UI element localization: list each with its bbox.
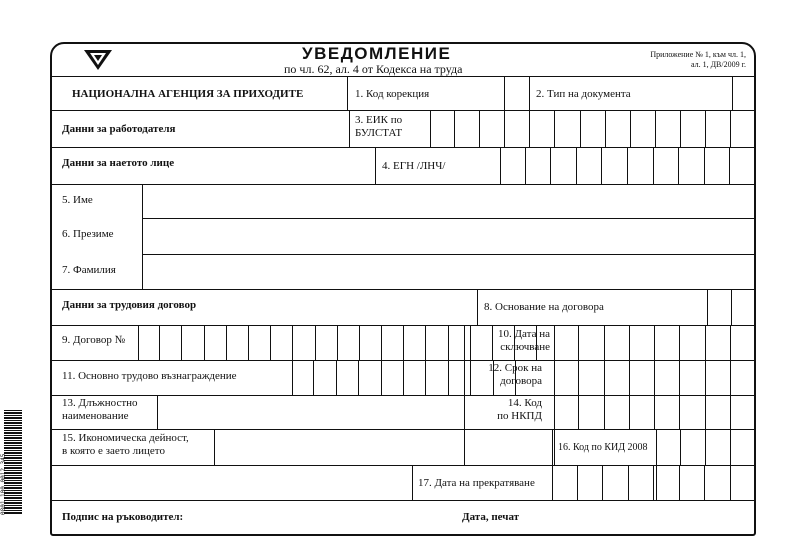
nkpd-input[interactable] [554,396,756,429]
conclusion-date-label-line-2: сключване [500,341,550,353]
eik-label-line-2: БУЛСТАТ [355,127,403,139]
annex-line-2: ал. 1, ДВ/2009 г. [690,60,746,69]
employee-data-label: Данни за наетото лице [62,157,175,169]
termination-date-input[interactable] [552,466,756,500]
annex-note [606,50,746,70]
nkpd-label-line-1: 14. Код [507,397,542,409]
egn-label: 4. ЕГН /ЛНЧ/ [382,160,446,172]
correction-code-label: 1. Код корекция [355,88,430,100]
contract-data-label: Данни за трудовия договор [62,299,197,311]
contract-term-label [470,362,542,388]
economic-activity-label-line-2: в която е заето лицето [62,445,165,457]
termination-date-label: 17. Дата на прекратяване [418,477,535,489]
document-type-input[interactable] [732,77,756,110]
economic-activity-label-line-1: 15. Икономическа дейност, [62,432,189,444]
position-label-line-1: 13. Длъжностно [62,397,138,409]
agency-name: НАЦИОНАЛНА АГЕНЦИЯ ЗА ПРИХОДИТЕ [72,88,304,100]
name-input[interactable] [143,185,756,218]
middle-name-input[interactable] [143,219,756,254]
kid-code-label: 16. Код по КИД 2008 [558,442,648,453]
eik-label-line-1: 3. ЕИК по [355,114,403,126]
form-title: УВЕДОМЛЕНИЕ [302,44,452,63]
employer-data-label: Данни за работодателя [62,123,176,135]
conclusion-date-label [470,328,550,354]
position-label-line-2: наименование [62,410,129,422]
notification-form [50,42,756,536]
form-subtitle: по чл. 62, ал. 4 от Кодекса на труда [284,62,463,76]
family-name-input[interactable] [143,255,756,289]
correction-code-input[interactable] [504,77,530,110]
triangle-logo-icon [84,48,112,72]
salary-label: 11. Основно трудово възнаграждение [62,370,237,382]
middle-name-label: 6. Презиме [62,228,114,240]
contract-term-label-line-2: договора [500,375,542,387]
document-type-label: 2. Тип на документа [536,88,631,100]
eik-input[interactable] [430,111,756,147]
contract-number-label: 9. Договор № [62,334,126,346]
economic-activity-label [62,432,189,458]
position-label [62,397,138,423]
contract-term-input[interactable] [554,361,756,395]
contract-basis-label: 8. Основание на договора [484,301,604,313]
conclusion-date-label-line-1: 10. Дата на [498,328,550,340]
kid-code-input[interactable] [656,430,756,465]
contract-term-label-line-1: 12. Срок на [488,362,542,374]
position-input[interactable] [158,396,464,429]
nkpd-label [470,397,542,423]
annex-line-1: Приложение № 1, към чл. 1, [650,50,746,59]
conclusion-date-input[interactable] [554,326,756,360]
eik-label [355,114,402,140]
barcode-number: 0801 100 0012 345 [0,453,7,515]
name-label: 5. Име [62,194,93,206]
manager-signature-label: Подпис на ръководител: [62,511,184,523]
egn-input[interactable] [500,148,756,184]
date-stamp-label: Дата, печат [462,511,520,523]
nkpd-label-line-2: по НКПД [497,410,542,422]
family-name-label: 7. Фамилия [62,264,116,276]
economic-activity-input[interactable] [215,430,552,465]
contract-basis-input[interactable] [707,290,756,325]
